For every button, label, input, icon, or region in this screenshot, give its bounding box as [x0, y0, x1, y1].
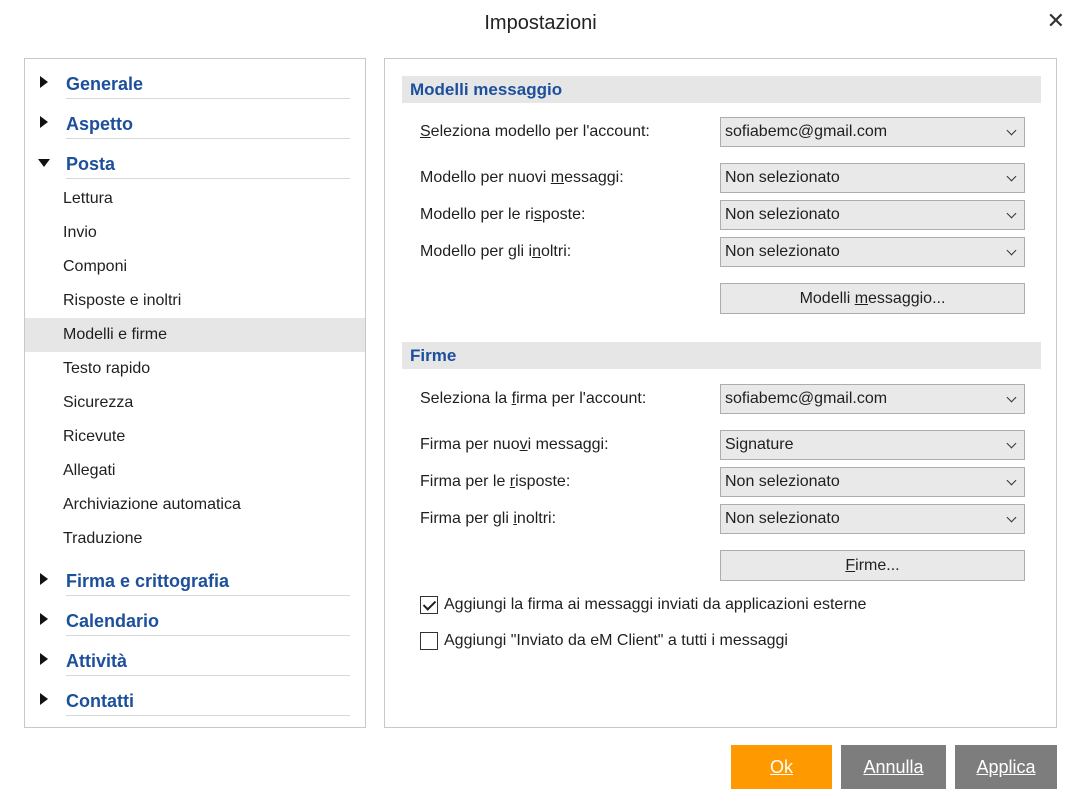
section-header-signatures: Firme: [402, 342, 1041, 369]
sidebar-item-invio[interactable]: [25, 216, 365, 250]
collapse-arrow-icon: [38, 159, 50, 167]
chevron-down-icon: [1007, 126, 1017, 136]
chevron-down-icon: [1007, 513, 1017, 523]
sidebar-item-ricevute[interactable]: [25, 420, 365, 454]
sidebar-group-attivita[interactable]: [25, 636, 365, 676]
sidebar-group-label: Calendario: [66, 611, 160, 631]
signature-account-label: Seleziona la firma per l'account:: [420, 390, 647, 407]
chevron-down-icon: [1007, 209, 1017, 219]
sidebar-item-archiviazione[interactable]: [25, 488, 365, 522]
settings-sidebar: [24, 58, 366, 728]
signature-new-dropdown[interactable]: Signature: [720, 430, 1025, 460]
expand-arrow-icon: [40, 693, 48, 705]
sidebar-item-label: Traduzione: [63, 530, 143, 547]
chevron-down-icon: [1007, 476, 1017, 486]
sidebar-item-lettura[interactable]: [25, 182, 365, 216]
expand-arrow-icon: [40, 573, 48, 585]
sidebar-item-allegati[interactable]: [25, 454, 365, 488]
template-reply-dropdown[interactable]: Non selezionato: [720, 200, 1025, 230]
chevron-down-icon: [1007, 246, 1017, 256]
expand-arrow-icon: [40, 116, 48, 128]
sidebar-group-firma-crittografia[interactable]: [25, 556, 365, 596]
close-icon[interactable]: ✕: [1046, 8, 1065, 33]
signature-new-label: Firma per nuovi messaggi:: [420, 436, 609, 453]
template-new-dropdown[interactable]: Non selezionato: [720, 163, 1025, 193]
signature-reply-dropdown[interactable]: Non selezionato: [720, 467, 1025, 497]
settings-panel: [384, 58, 1057, 728]
sidebar-group-calendario[interactable]: [25, 596, 365, 636]
signature-reply-label: Firma per le risposte:: [420, 473, 571, 490]
template-forward-dropdown[interactable]: Non selezionato: [720, 237, 1025, 267]
external-signature-label[interactable]: Aggiungi la firma ai messaggi inviati da applicazioni esterne: [444, 596, 867, 613]
sidebar-group-contatti[interactable]: [25, 676, 365, 716]
sidebar-group-label: Firma e crittografia: [66, 571, 230, 591]
template-forward-label: Modello per gli inoltri:: [420, 243, 572, 260]
apply-button[interactable]: Applica: [955, 745, 1057, 789]
section-header-templates: Modelli messaggio: [402, 76, 1041, 103]
ok-button[interactable]: Ok: [731, 745, 832, 789]
template-account-dropdown[interactable]: sofiabemc@gmail.com: [720, 117, 1025, 147]
sidebar-group-label: Attività: [66, 651, 128, 671]
sidebar-group-label: Contatti: [66, 691, 134, 711]
sent-from-label[interactable]: Aggiungi "Inviato da eM Client" a tutti i messaggi: [444, 632, 788, 649]
chevron-down-icon: [1007, 393, 1017, 403]
sidebar-item-label: Ricevute: [63, 428, 126, 445]
signature-forward-label: Firma per gli inoltri:: [420, 510, 557, 527]
sidebar-item-label: Componi: [63, 258, 128, 275]
sidebar-group-label: Posta: [66, 154, 116, 174]
message-templates-button[interactable]: Modelli messaggio...: [720, 283, 1025, 314]
chevron-down-icon: [1007, 172, 1017, 182]
sidebar-group-generale[interactable]: [25, 59, 365, 99]
sidebar-item-modelli-firme[interactable]: [25, 318, 365, 352]
signature-forward-dropdown[interactable]: Non selezionato: [720, 504, 1025, 534]
sidebar-group-posta[interactable]: [25, 139, 365, 179]
sent-from-checkbox[interactable]: [420, 632, 438, 650]
sidebar-item-label: Sicurezza: [63, 394, 134, 411]
sidebar-item-testo-rapido[interactable]: [25, 352, 365, 386]
sidebar-group-label: Generale: [66, 74, 144, 94]
cancel-button[interactable]: Annulla: [841, 745, 946, 789]
sidebar-item-risposte-inoltri[interactable]: [25, 284, 365, 318]
sidebar-item-traduzione[interactable]: [25, 522, 365, 556]
template-account-label: Seleziona modello per l'account:: [420, 123, 650, 140]
expand-arrow-icon: [40, 76, 48, 88]
expand-arrow-icon: [40, 653, 48, 665]
sidebar-item-componi[interactable]: [25, 250, 365, 284]
sidebar-item-label: Modelli e firme: [63, 326, 168, 343]
sidebar-item-label: Allegati: [63, 462, 116, 479]
sidebar-group-aspetto[interactable]: [25, 99, 365, 139]
sidebar-item-label: Testo rapido: [63, 360, 151, 377]
sidebar-item-label: Lettura: [63, 190, 113, 207]
external-signature-checkbox[interactable]: [420, 596, 438, 614]
expand-arrow-icon: [40, 613, 48, 625]
signatures-button[interactable]: Firme...: [720, 550, 1025, 581]
sidebar-item-sicurezza[interactable]: [25, 386, 365, 420]
sidebar-group-label: Aspetto: [66, 114, 133, 134]
chevron-down-icon: [1007, 439, 1017, 449]
sidebar-item-label: Invio: [63, 224, 97, 241]
template-new-label: Modello per nuovi messaggi:: [420, 169, 624, 186]
window-title: Impostazioni: [484, 12, 597, 34]
signature-account-dropdown[interactable]: sofiabemc@gmail.com: [720, 384, 1025, 414]
template-reply-label: Modello per le risposte:: [420, 206, 586, 223]
sidebar-item-label: Risposte e inoltri: [63, 292, 182, 309]
sidebar-item-label: Archiviazione automatica: [63, 496, 241, 513]
